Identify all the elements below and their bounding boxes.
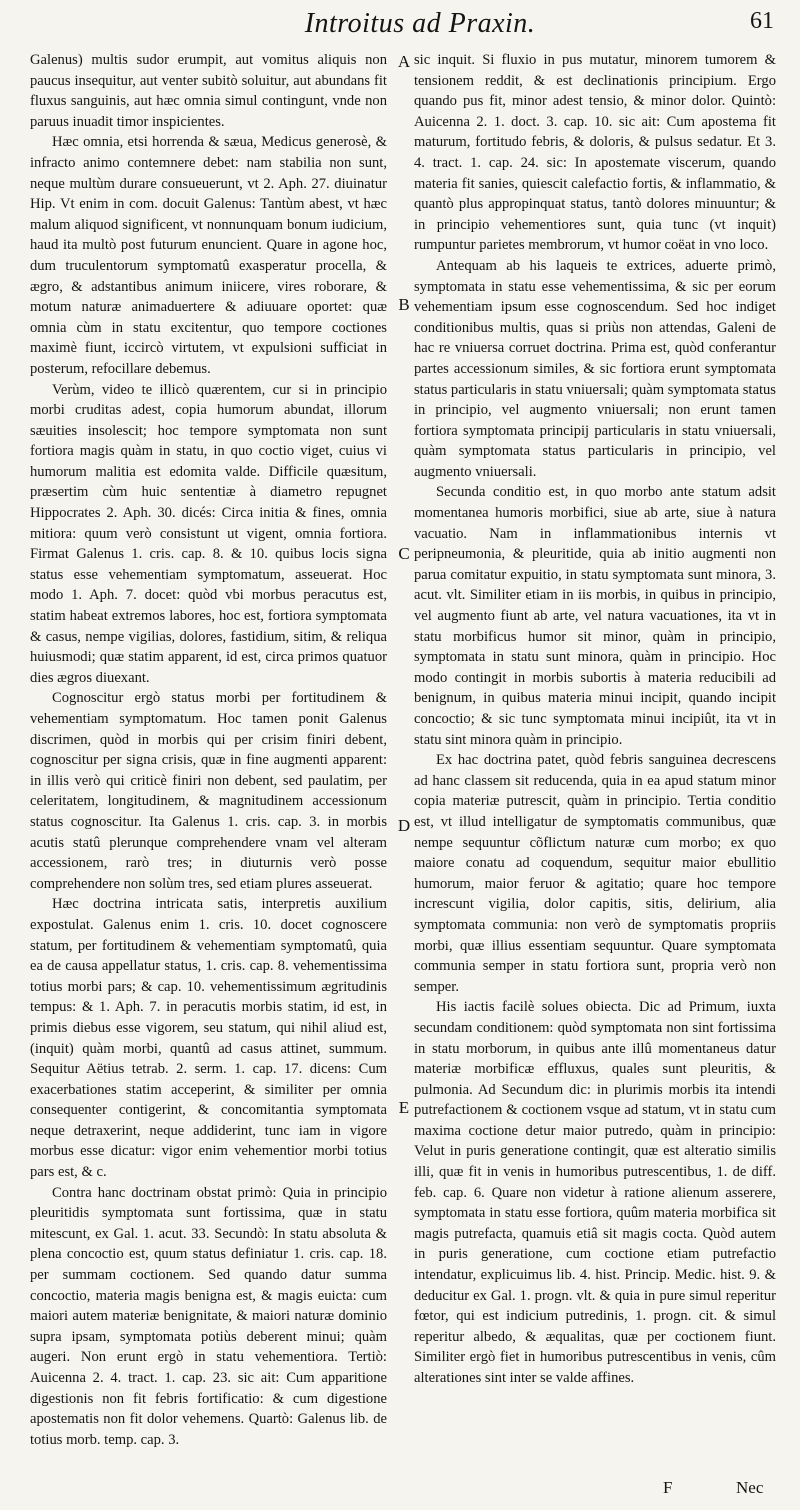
margin-letter-d: D xyxy=(397,816,411,835)
paragraph: Cognoscitur ergò status morbi per fortitudinem & vehementiam symptomatum. Hoc tamen ponit Galenus discrimen, quòd in morbis qui per crisim finiri debent, cognoscitur per signa crisis, quæ in fine augmenti apparent: in illis verò qui criticè finiri non debent, sed paulatim, per celeritatem, longitudinem, & magnitudinem accessionum status cognoscitur. Ita Galenus 1. cris. cap. 3. in morbis acutis statû plerunque comprehendere vnam vel alteram accessionem, rarò tres; in diuturnis verò posse comprehendere non solùm tres, sed etiam plures asseuerat. xyxy=(30,690,387,892)
paragraph: Ex hac doctrina patet, quòd febris sanguinea decrescens ad hanc classem sit reducenda, quia in ea apud statum minor copia materiæ putrescit, quàm in principio. Tertia conditio est, vt illud intelligatur de symptomatis communibus, quæ nempe sequuntur cõflictum naturæ cum morbo; ex quo maiore conatu ad coquendum, sequitur maior ebullitio humorum, maior feruor & agitatio; quare hoc tempore increscunt vigilia, dolor capitis, sitis, delirium, alia symptomata communia: non verò de symptomatis propriis morbi, quæ illius essentiam sequuntur. Quare symptomata communia semper in statu fortiora sunt, propria verò non semper. xyxy=(414,752,776,995)
right-column xyxy=(414,50,776,1389)
left-column xyxy=(30,50,387,1450)
paragraph: Antequam ab his laqueis te extrices, aduerte primò, symptomata in statu esse vehementissima, & sic per eorum vehementiam ipsum esse cognoscendum. Sed hoc indiget conditionibus multis, quas si priùs non attendas, Galeni de hac re vniuersa corruet doctrina. Prima est, quòd conferantur partes accessionum similes, & sic fortiora erunt symptomata status particularis in statu vniuersali; quàm symptomata status in principio, vel augmento vniuersali; non erunt tamen fortiora symptomata principij particularis in statu vniuersali, quàm symptomata status particularis in principio, vel augmento vniuersali. xyxy=(414,257,776,480)
paragraph: His iactis facilè solues obiecta. Dic ad Primum, iuxta secundam conditionem: quòd symptomata non sint fortissima in statu morborum, in quibus ante illû momentaneus datur materiæ morbificæ effluxus, quales sunt pleuritis, & pulmonia. Ad Secundum dic: in plurimis morbis ita intendi putrefactionem & coctionem vsque ad statum, vt in statu cum maxima coctione detur maior putredo, quàm in principio: Velut in puris generatione contingit, quæ est alteratio similis illi, quæ fit in venis in humoribus putrescentibus, 1. de diff. feb. cap. 6. Quare non videtur à ratione alienum asserere, symptomata in statu esse fortiora, quûm materia morbifica sit magis putrefacta, quamuis etiâ sit magis cocta. Quòd autem in puris generatione, cum coctione etiam putrefactio intendatur, explicuimus lib. 4. hist. Princip. Medic. hist. 9. & deducitur ex Gal. 1. progn. vlt. & quia in pure simul reperitur fœtor, qui est indicium putredinis, 1. progn. cit. & simul reperitur albedo, & æqualitas, quæ per coctionem fiunt. Similiter ergò fiet in humoribus putrescentibus in venis, cûm alterationes sint inter se valde affines. xyxy=(414,999,776,1386)
running-head xyxy=(0,0,800,46)
paragraph: Contra hanc doctrinam obstat primò: Quia in principio pleuritidis symptomata sunt fortissima, quæ in statu mitescunt, ex Gal. 1. acut. 33. Secundò: In statu absoluta & plena concoctio est, quum status definiatur 1. cris. cap. 18. per summam coctionem. Sed quando datur summa concoctio, materia magis benigna est, & magis euicta: cum maiori autem materiæ benignitate, & maiori naturæ dominio supra ipsam, symptomata potiùs deberent minui; quàm augeri. Non erunt ergò in statu vehementiora. Tertiò: Auicenna 2. 4. tract. 1. cap. 23. sic ait: Cum apparitione digestionis non fit febris fortificatio: & cum digestione apostematis non fit dolor vehemens. Quartò: Galenus lib. de totius morb. temp. cap. 3. xyxy=(30,1184,387,1448)
paragraph: Hæc doctrina intricata satis, interpretis auxilium expostulat. Galenus enim 1. cris. 10. docet cognoscere statum, per fortitudinem & vehementiam symptomatû, quia ea de causa appellatur status, 1. cris. cap. 8. vehementissima totius morbi pars; & cap. 10. vehementissimum ægritudinis tempus: & 1. Aph. 7. in peracutis morbis statim, id est, in primis diebus esse vigorem, seu statum, qui nihil aliud est, (inquit) quàm morbi, quantû ad casus attinet, summum. Sequitur Aëtius tetrab. 2. serm. 1. cap. 17. dicens: Cum exacerbationes statim acceperint, & similiter per omnia consequenter contigerint, & concomitantia symptomata neque detraxerint, neque addiderint, tunc iam in vigore morbus esse dicatur: vigor enim vehementior morbi totius pars est, & c. xyxy=(30,896,387,1181)
page-number: 61 xyxy=(750,8,774,34)
paragraph: Hæc omnia, etsi horrenda & sæua, Medicus generosè, & infracto animo contemnere debet: nam stabilia non sunt, neque multùm durare consueuerunt, vt 2. Aph. 27. diuinatur Hip. Vt enim in com. docuit Galenus: Tantùm abest, vt hæc malum aliquod significent, vt nonnunquam bonum iudicium, haud ita multò post futurum enuncient. Quare in agone hoc, dum truculentorum symptomatû exasperatur procella, & ægro, & adstantibus animum iniicere, vires roborare, & motum naturæ animaduertere & adiuuare oportet: quæ omnia cùm in statu excitentur, quo tempore coctiones maximè fiunt, iccircò virtutem, vt expulsioni sufficiat in posterum, refocillare debemus. xyxy=(30,134,387,377)
margin-letter-c: C xyxy=(398,544,410,563)
paragraph: Galenus) multis sudor erumpit, aut vomitus aliquis non paucus insequitur, aut venter subitò soluitur, aut abundans fit fluxus sanguinis, aut hæc omnia simul contingunt, vnde non paruus inuadit timor inspicientes. xyxy=(30,52,387,130)
paragraph: Verùm, video te illicò quærentem, cur si in principio morbi cruditas adest, copia humorum abundat, illorum sæuities insolescit; hoc tempore symptomata non sunt fortiora magis quàm in statu, in quo coctio viget, cuius vi humorum malitia est edomita valde. Difficile quæsitum, præsertim cùm huic sententiæ à diametro repugnet Hippocrates 2. Aph. 30. dicés: Circa initia & fines, omnia mitiora: quum verò consistunt ut vigent, omnia fortiora. Firmat Galenus 1. cris. cap. 8. & 10. quibus locis signa status esse vehementiam symptomatum, asseuerat. Hoc modo 1. Aph. 7. docet: quòd vbi morbus peracutus est, statim habeat extremos labores, hoc est, fortiora symptomata & casus, nempe vigilias, dolores, fastidium, sitim, & reliqua huiusmodi; quæ statim apparent, id est, circa primos quatuor dies ægros diuexant. xyxy=(30,381,387,686)
signature-mark: F xyxy=(663,1478,673,1497)
running-title: Introitus ad Praxin. xyxy=(304,8,536,39)
header-rule xyxy=(30,46,776,47)
margin-letter-a: A xyxy=(397,52,411,71)
paragraph: Secunda conditio est, in quo morbo ante statum adsit momentanea humoris morbifici, siue ab arte, siue à natura vacuatio. Nam in inflammationibus internis vt peripneumonia, & pleuritide, quia ab initio augmenti non parua comitatur expuitio, in statu symptomata sunt minora, 3. acut. vlt. Similiter etiam in iis morbis, in quibus in principio, vel augmento fiunt ab arte, vel natura vacuationes, ita vt in statu morbificus humor sit minor, quàm in principio, symptomata in statu sunt minora, quàm in principio. Hoc modo contingit in morbis subortis à materia reducibili ad benignum, in quibus materia minui incipit, quando incipit concoctio; & sic tunc symptomata minui incipiût, ita vt in statu sint minora quàm in principio. xyxy=(414,484,776,748)
page-footer xyxy=(0,1470,800,1506)
paragraph: sic inquit. Si fluxio in pus mutatur, minorem tumorem & tensionem reddit, & est declinationis principium. Ergo quando pus fit, minor adest tensio, & minor dolor. Quintò: Auicenna 2. 1. doct. 3. cap. 10. sic ait: Cum apostema fit maturum, fortitudo febris, & doloris, & pulsus sedatur. Et 3. 4. tract. 1. cap. 24. sic: In apostemate viscerum, quando materia fit sanies, quiescit calefactio fortis, & inflammatio, & quantò plus appropinquat status, tantò dolores minuuntur; & in principio vehementiores sunt, quia tunc (vt inquit) rumpuntur parietes membrorum, vt humor coëat in vno loco. xyxy=(414,52,776,254)
catchword: Nec xyxy=(736,1478,764,1497)
margin-letter-e: E xyxy=(398,1098,410,1117)
margin-letter-b: B xyxy=(398,295,410,314)
